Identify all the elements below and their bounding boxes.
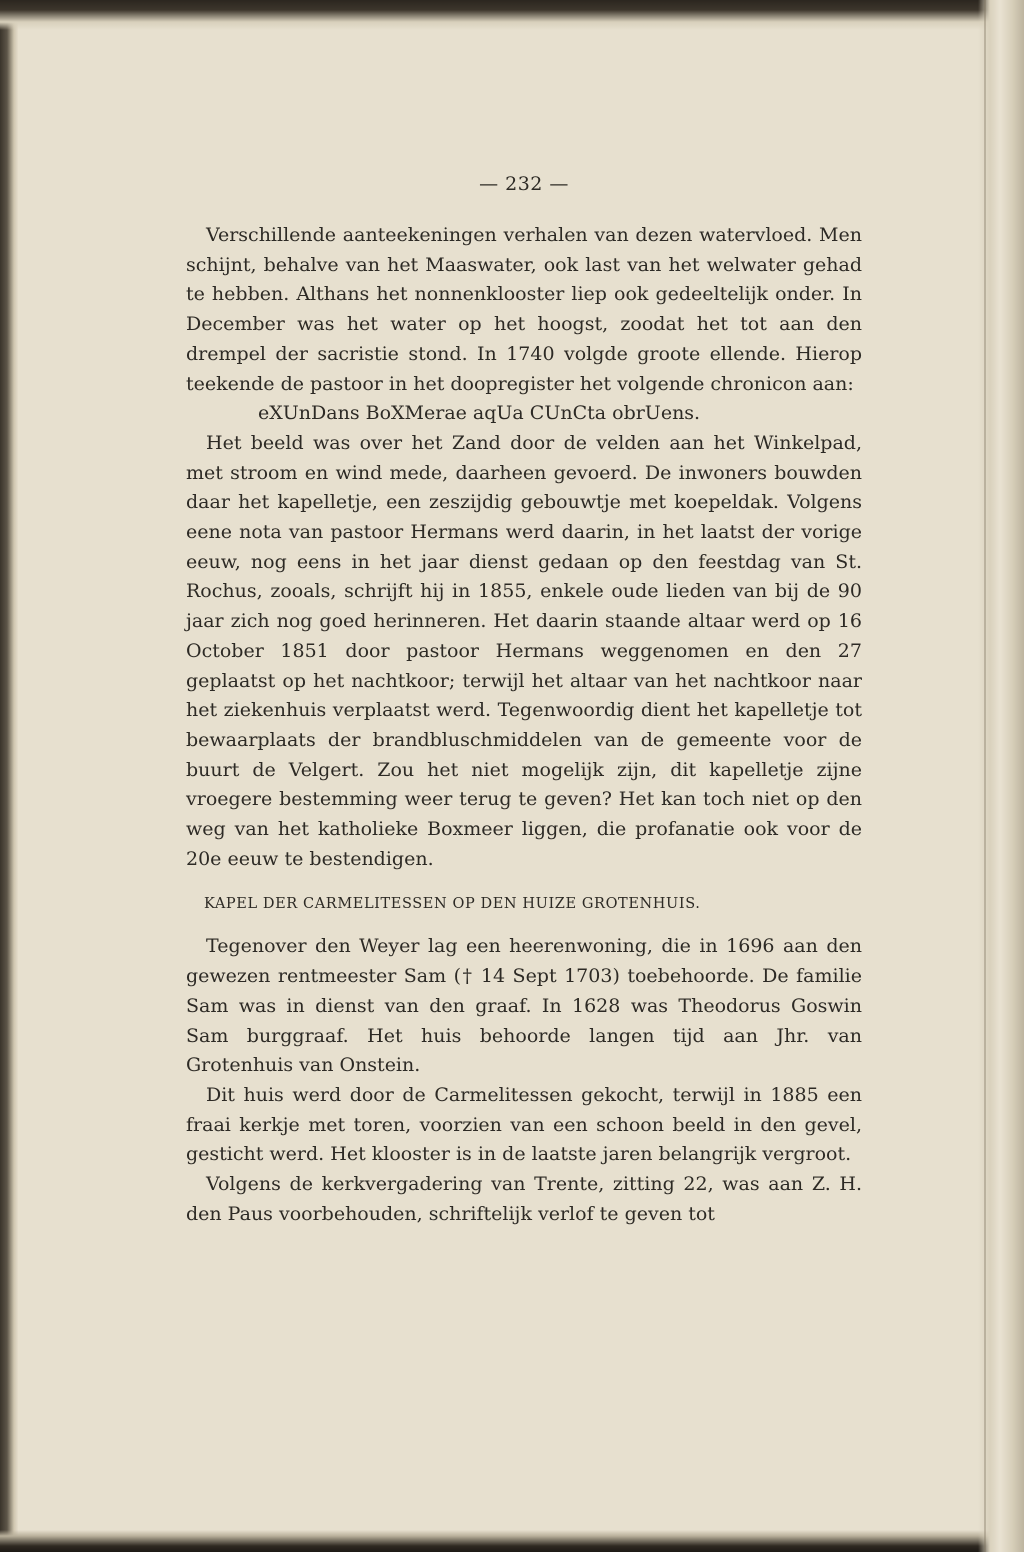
paragraph-beeld-kapelletje: Het beeld was over het Zand door de velden aan het Winkelpad, met stroom en wind mede, daarheen gevoerd. De inwoners bouwden daar het kapelletje, een zeszijdig gebouwtje met koepeldak. Volgens eene nota van pastoor Hermans werd daarin, in het laatst der vorige eeuw, nog eens in het jaar dienst gedaan op den feestdag van St. Rochus, zooals, schrijft hij in 1855, enkele oude lieden van bij de 90 jaar zich nog goed herinneren. Het daarin staande altaar werd op 16 October 1851 door pastoor Hermans weggenomen en den 27 geplaatst op het nachtkoor; terwijl het altaar van het nachtkoor naar het ziekenhuis verplaatst werd. Tegenwoordig dient het kapelletje tot bewaarplaats der brandbluschmiddelen van de gemeente voor de buurt de Velgert. Zou het niet mogelijk zijn, dit kapelletje zijne vroegere bestemming weer terug te geven? Het kan toch niet op den weg van het katholieke Boxmeer liggen, die profanatie ook voor de 20e eeuw te bestendigen. (186, 431, 862, 870)
paragraph-carmelitessen: Dit huis werd door de Carmelitessen gekocht, terwijl in 1885 een fraai kerkje met toren, voorzien van een schoon beeld in den gevel, gesticht werd. Het klooster is in de laatste jaren belangrijk vergroot. (186, 1083, 862, 1166)
scan-bottom-edge (0, 1530, 1024, 1552)
scan-top-edge (0, 0, 1024, 30)
chronicon-line: eXUnDans BoXMerae aqUa CUnCta obrUens. (258, 402, 701, 425)
paragraph-watervloed: Verschillende aanteekeningen verhalen van dezen watervloed. Men schijnt, behalve van het Maaswater, ook last van het welwater gehad te hebben. Althans het nonnenklooster liep ook gedeeltelijk onder. In December was het water op het hoogst, zoodat het tot aan den drempel der sacristie stond. In 1740 volgde groote ellende. Hierop teekende de pastoor in het doopregister het volgende chronicon aan: (186, 224, 862, 395)
paragraph-heerenwoning: Tegenover den Weyer lag een heerenwoning, die in 1696 aan den gewezen rentmeester Sam († 14 Sept 1703) toebehoorde. De familie Sam was in dienst van den graaf. In 1628 was Theodorus Goswin Sam burggraaf. Het huis behoorde langen tijd aan Jhr. van Grotenhuis van Onstein. (186, 935, 862, 1077)
section-heading: KAPEL DER CARMELITESSEN OP DEN HUIZE GROTENHUIS. (204, 896, 701, 913)
page-fold-line (984, 0, 986, 1552)
paragraph-kerkvergadering: Volgens de kerkvergadering van Trente, zitting 22, was aan Z. H. den Paus voorbehouden, schriftelijk verlof te geven tot (186, 1173, 862, 1225)
scan-left-edge (0, 0, 18, 1552)
page-body (186, 170, 862, 1230)
page-number: — 232 — (479, 173, 569, 195)
